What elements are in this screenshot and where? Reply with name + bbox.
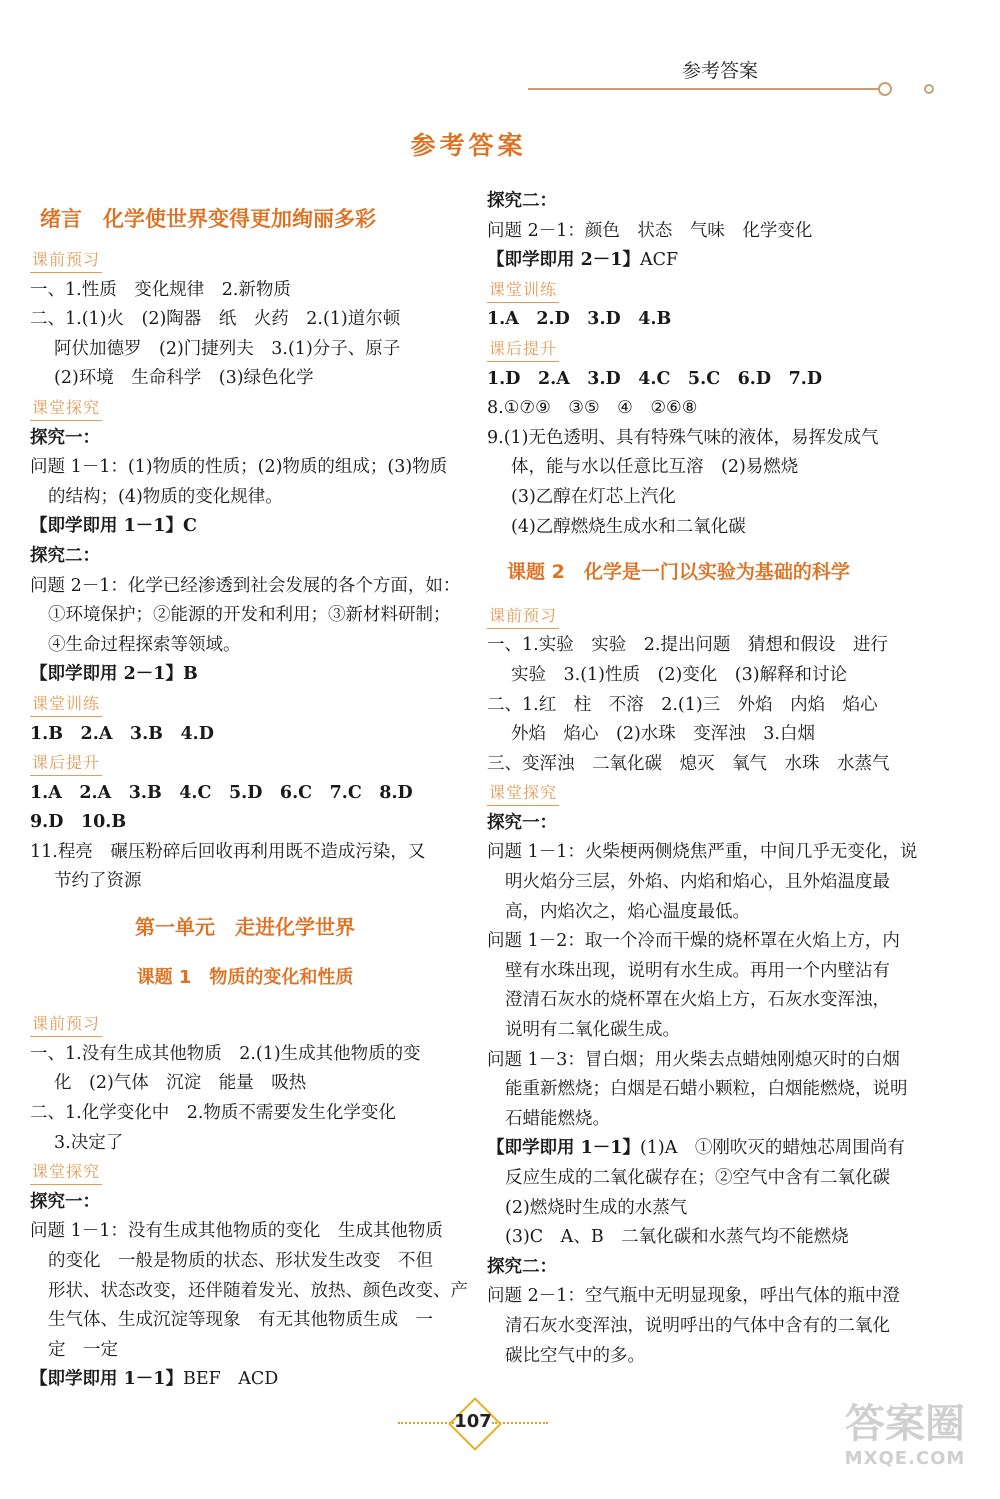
answer-line: 外焰 焰心 (2)水珠 变浑浊 3.白烟 <box>511 724 815 745</box>
answer-line: 阿伏加德罗 (2)门捷列夫 3.(1)分子、原子 <box>54 338 401 359</box>
answer-line: ④生命过程探索等领域。 <box>48 634 241 655</box>
answer-line: 的变化 一般是物质的状态、形状发生改变 不但 <box>48 1251 433 1271</box>
section-tag: 课后提升 <box>30 751 102 776</box>
running-header: 参考答案 <box>681 60 758 82</box>
answer-line: 明火焰分三层，外焰、内焰和焰心，且外焰温度最 <box>505 872 890 893</box>
answer-line: 问题 2－1：空气瓶中无明显现象，呼出气体的瓶中澄 <box>487 1286 900 1307</box>
quick-use-label: 【即学即用 1－1】 <box>487 1138 640 1159</box>
answer-line: 一、1.性质 变化规律 2.新物质 <box>30 279 291 300</box>
quick-use-answer: (1)A ①刚吹灭的蜡烛芯周围尚有 <box>639 1138 905 1159</box>
quick-use-label: 【即学即用 2－1】 <box>30 664 183 685</box>
answer-line: 1.D 2.A 3.D 4.C 5.C 6.D 7.D <box>487 368 823 389</box>
answer-line: 问题 2－1：颜色 状态 气味 化学变化 <box>487 220 813 241</box>
answer-line: 的结构；(4)物质的变化规律。 <box>48 486 283 507</box>
inquiry-label: 探究一： <box>30 1191 100 1212</box>
answer-line: 二、1.红 柱 不溶 2.(1)三 外焰 内焰 焰心 <box>487 694 878 715</box>
section-tag: 课堂训练 <box>30 692 102 717</box>
answer-line: 化 (2)气体 沉淀 能量 吸热 <box>54 1073 307 1094</box>
lesson-title: 课题 1 物质的变化和性质 <box>136 966 354 988</box>
answer-line: 定 一定 <box>48 1339 118 1360</box>
answer-line: 清石灰水变浑浊，说明呼出的气体中含有的二氧化 <box>505 1315 890 1336</box>
answer-line: 问题 1－2：取一个冷而干燥的烧杯罩在火焰上方，内 <box>487 931 900 952</box>
section-tag: 课后提升 <box>487 337 559 362</box>
answer-line: 能重新燃烧；白烟是石蜡小颗粒，白烟能燃烧，说明 <box>505 1079 908 1100</box>
answer-line: 1.A 2.A 3.B 4.C 5.D 6.C 7.C 8.D <box>30 782 413 803</box>
inquiry-label: 探究一： <box>487 812 557 833</box>
inquiry-label: 探究二： <box>487 1256 557 1277</box>
answer-line: 9.D 10.B <box>30 812 127 833</box>
watermark-logo <box>815 1400 995 1469</box>
section-tag: 课堂探究 <box>30 396 102 421</box>
section-tag: 课堂探究 <box>487 781 559 806</box>
answer-line: 碳比空气中的多。 <box>505 1345 645 1366</box>
answer-line: 反应生成的二氧化碳存在；②空气中含有二氧化碳 <box>505 1168 890 1188</box>
answer-line: (2)燃烧时生成的水蒸气 <box>505 1197 688 1218</box>
answer-line: 高，内焰次之，焰心温度最低。 <box>505 901 750 922</box>
answer-line: (3)乙醇在灯芯上汽化 <box>511 486 676 507</box>
answer-line: 8.①⑦⑨ ③⑤ ④ ②⑥⑧ <box>487 398 698 419</box>
inquiry-label: 探究二： <box>487 191 557 211</box>
answer-line: 问题 1－1：没有生成其他物质的变化 生成其他物质 <box>30 1221 443 1242</box>
quick-use-label: 【即学即用 1－1】 <box>30 1369 183 1390</box>
answer-line: 节约了资源 <box>54 871 142 892</box>
answer-line: 实验 3.(1)性质 (2)变化 (3)解释和讨论 <box>511 664 848 685</box>
answer-line: 一、1.实验 实验 2.提出问题 猜想和假设 进行 <box>487 635 888 656</box>
section-tag: 课前预习 <box>487 604 559 629</box>
answer-line: 问题 1－1：火柴梗两侧烧焦严重，中间几乎无变化，说 <box>487 842 918 863</box>
right-column <box>487 187 917 1371</box>
answer-line: 形状、状态改变，还伴随着发光、放热、颜色改变、产 <box>48 1280 468 1301</box>
left-column <box>30 200 468 1395</box>
answer-line: 11.程亮 碾压粉碎后回收再利用既不造成污染，又 <box>30 841 426 862</box>
page-number-badge <box>398 1398 548 1448</box>
answer-line: (2)环境 生命科学 (3)绿色化学 <box>54 368 314 389</box>
answer-line: 1.B 2.A 3.B 4.D <box>30 723 214 744</box>
quick-use-label: 【即学即用 2－1】 <box>487 250 640 271</box>
page-title: 参考答案 <box>410 131 527 160</box>
answer-line: 二、1.(1)火 (2)陶器 纸 火药 2.(1)道尔顿 <box>30 309 401 330</box>
lesson-title: 课题 2 化学是一门以实验为基础的科学 <box>507 561 850 584</box>
dotted-rule <box>398 1422 454 1424</box>
intro-title: 绪言 化学使世界变得更加绚丽多彩 <box>40 207 376 231</box>
answer-line: 一、1.没有生成其他物质 2.(1)生成其他物质的变 <box>30 1043 421 1064</box>
inquiry-label: 探究一： <box>30 427 100 448</box>
watermark-url: MXQE.COM <box>844 1448 966 1469</box>
answer-line: 问题 1－1：(1)物质的性质；(2)物质的组成；(3)物质 <box>30 457 448 478</box>
header-ornament-icon <box>924 84 934 94</box>
quick-use-answer: BEF ACD <box>182 1369 279 1390</box>
quick-use-label: 【即学即用 1－1】 <box>30 516 183 537</box>
section-tag: 课前预习 <box>30 248 102 273</box>
answer-line: (4)乙醇燃烧生成水和二氧化碳 <box>511 516 746 537</box>
answer-line: 1.A 2.D 3.D 4.B <box>487 309 672 330</box>
answer-line: 生气体、生成沉淀等现象 有无其他物质生成 一 <box>48 1310 433 1331</box>
section-tag: 课堂探究 <box>30 1160 102 1185</box>
answer-line: 3.决定了 <box>54 1132 124 1153</box>
quick-use-answer: ACF <box>639 250 679 271</box>
answer-line: 澄清石灰水的烧杯罩在火焰上方，石灰水变浑浊， <box>505 990 890 1011</box>
header-ornament-icon <box>878 82 892 96</box>
answer-line: 二、1.化学变化中 2.物质不需要发生化学变化 <box>30 1103 396 1124</box>
unit-title: 第一单元 走进化学世界 <box>135 915 355 940</box>
answer-line: 9.(1)无色透明、具有特殊气味的液体，易挥发成气 <box>487 427 879 448</box>
section-tag: 课堂训练 <box>487 278 559 303</box>
answer-line: 问题 1－3：冒白烟；用火柴去点蜡烛刚熄灭时的白烟 <box>487 1049 900 1070</box>
inquiry-label: 探究二： <box>30 545 100 566</box>
answer-line: 壁有水珠出现，说明有水生成。再用一个内壁沾有 <box>505 960 890 981</box>
answer-line: 三、变浑浊 二氧化碳 熄灭 氧气 水珠 水蒸气 <box>487 753 890 774</box>
answer-line: 说明有二氧化碳生成。 <box>505 1020 680 1041</box>
header-rule <box>528 88 878 90</box>
answer-line: (3)C A、B 二氧化碳和水蒸气均不能燃烧 <box>505 1227 849 1248</box>
section-tag: 课前预习 <box>30 1012 102 1037</box>
answer-line: ①环境保护；②能源的开发和利用；③新材料研制； <box>48 605 451 626</box>
answer-line: 体，能与水以任意比互溶 (2)易燃烧 <box>511 457 799 478</box>
watermark-text: 答案圈 <box>845 1401 965 1447</box>
page-number: 107 <box>454 1411 492 1432</box>
answer-line: 问题 2－1：化学已经渗透到社会发展的各个方面，如： <box>30 575 461 596</box>
quick-use-answer: B <box>182 664 198 685</box>
quick-use-answer: C <box>182 516 197 537</box>
answer-line: 石蜡能燃烧。 <box>505 1108 610 1129</box>
